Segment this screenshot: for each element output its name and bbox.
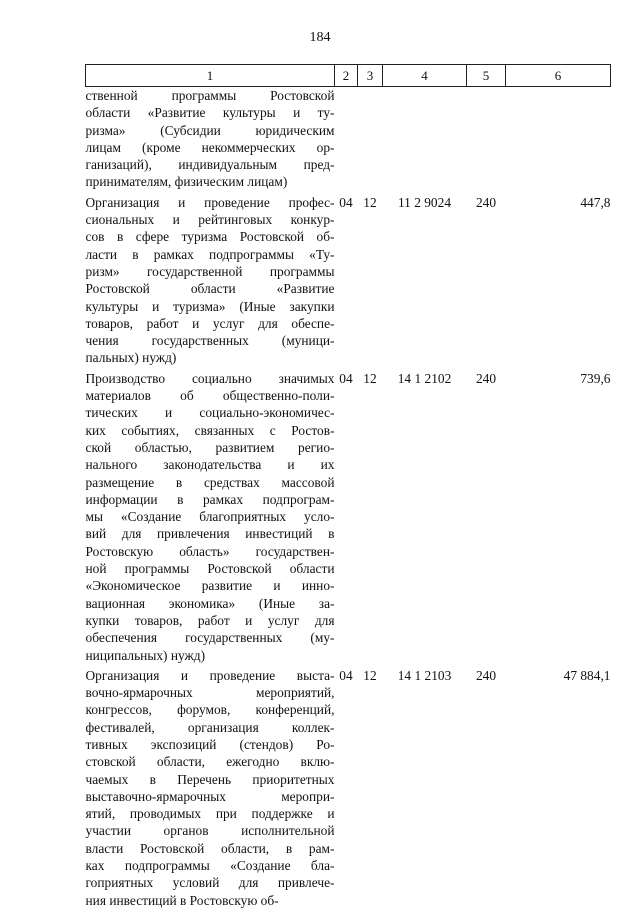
expense-type-code	[467, 87, 506, 191]
amount-value: 47 884,1	[563, 667, 611, 683]
description-line: Организация и проведение профес-	[85, 194, 335, 210]
table-row	[86, 191, 611, 367]
description-line: сиональных и рейтинговых конкур-	[85, 212, 335, 228]
header-col-6: 6	[506, 65, 611, 87]
row-description	[86, 367, 335, 664]
description-line: нального законодательства и их	[85, 457, 335, 473]
row-description	[86, 664, 335, 909]
page-number: 184	[309, 30, 331, 45]
amount-value: 447,8	[580, 194, 611, 210]
description-line: принимателям, физическим лицам)	[85, 174, 288, 190]
description-line: лицам (кроме некоммерческих ор-	[85, 139, 335, 155]
expense-type-code: 240	[475, 370, 497, 386]
table-header	[86, 65, 611, 87]
amount-value: 739,6	[580, 370, 611, 386]
description-line: участии органов исполнительной	[85, 823, 335, 839]
section-code: 04	[339, 370, 353, 386]
table-row	[86, 664, 611, 909]
description-line: ственной программы Ростовской	[85, 88, 335, 103]
description-line: размещение в средствах массовой	[85, 474, 335, 490]
table-row	[86, 367, 611, 664]
description-line: сов в сфере туризма Ростовской об-	[85, 229, 335, 245]
description-line: чаемых в Перечень приоритетных	[85, 771, 335, 787]
description-line: ких событиях, связанных с Ростов-	[85, 422, 335, 438]
target-article-code: 11 2 9024	[397, 194, 452, 210]
description-line: стовской области, ежегодно вклю-	[85, 754, 335, 770]
description-line: ризма» (Субсидии юридическим	[85, 122, 335, 138]
description-line: обеспечения государственных (му-	[85, 630, 335, 646]
description-line: вий для привлечения инвестиций в	[85, 526, 335, 542]
description-line: тивных экспозиций (стендов) Ро-	[85, 736, 335, 752]
description-line: фестивалей, организация коллек-	[85, 719, 335, 735]
subsection-code: 12	[363, 194, 377, 210]
description-line: «Экономическое развитие и инно-	[85, 578, 335, 594]
target-article-code: 14 1 2102	[397, 370, 452, 386]
target-article-code	[383, 87, 467, 191]
description-line: чения государственных (муници-	[85, 333, 335, 349]
section-code	[335, 87, 358, 191]
subsection-code: 12	[363, 370, 377, 386]
row-description	[86, 191, 335, 367]
expense-type-code: 240	[475, 194, 497, 210]
table-row	[86, 87, 611, 191]
description-line: пальных) нужд)	[85, 350, 177, 366]
expense-type-code: 240	[475, 667, 497, 683]
row-description	[86, 87, 335, 191]
description-line: материалов об общественно-поли-	[85, 388, 335, 404]
header-row	[86, 65, 611, 87]
description-line: ласти в рамках подпрограммы «Ту-	[85, 246, 335, 262]
description-line: тических и социально-экономичес-	[85, 405, 335, 421]
description-line: ках подпрограммы «Создание бла-	[85, 858, 335, 874]
header-col-1: 1	[86, 65, 335, 87]
header-col-5: 5	[467, 65, 506, 87]
description-line: купки товаров, работ и услуг для	[85, 612, 335, 628]
description-line: ской областью, развитием регио-	[85, 439, 335, 455]
description-line: культуры и туризма» (Иные закупки	[85, 298, 335, 314]
section-code: 04	[339, 194, 353, 210]
description-line: мы «Создание благоприятных усло-	[85, 509, 335, 525]
target-article-code: 14 1 2103	[397, 667, 452, 683]
budget-table	[85, 64, 611, 909]
description-line: конгрессов, форумов, конференций,	[85, 702, 335, 718]
header-col-2: 2	[335, 65, 358, 87]
description-line: ризм» государственной программы	[85, 263, 335, 279]
table-body	[86, 87, 611, 909]
description-line: вационная экономика» (Иные за-	[85, 595, 335, 611]
description-line: ятий, проводимых при поддержке и	[85, 806, 335, 822]
description-line: Организация и проведение выста-	[85, 667, 335, 683]
description-line: ганизаций), индивидуальным пред-	[85, 157, 335, 173]
subsection-code	[358, 87, 383, 191]
header-col-3: 3	[358, 65, 383, 87]
description-line: выставочно-ярмарочных меропри-	[85, 788, 335, 804]
description-line: области «Развитие культуры и ту-	[85, 105, 335, 121]
description-line: ния инвестиций в Ростовскую об-	[85, 892, 279, 908]
description-line: информации в рамках подпрограм-	[85, 491, 335, 507]
description-line: Производство социально значимых	[85, 370, 335, 386]
description-line: власти Ростовской области, в рам-	[85, 840, 335, 856]
description-line: ной программы Ростовской области	[85, 561, 335, 577]
description-line: Ростовской области «Развитие	[85, 281, 335, 297]
description-line: вочно-ярмарочных мероприятий,	[85, 685, 335, 701]
section-code: 04	[339, 667, 353, 683]
description-line: Ростовскую область» государствен-	[85, 543, 335, 559]
description-line: ниципальных) нужд)	[85, 647, 206, 663]
amount-value	[506, 87, 611, 191]
description-line: гоприятных условий для привлече-	[85, 875, 335, 891]
subsection-code: 12	[363, 667, 377, 683]
header-col-4: 4	[383, 65, 467, 87]
description-line: товаров, работ и услуг для обеспе-	[85, 315, 335, 331]
